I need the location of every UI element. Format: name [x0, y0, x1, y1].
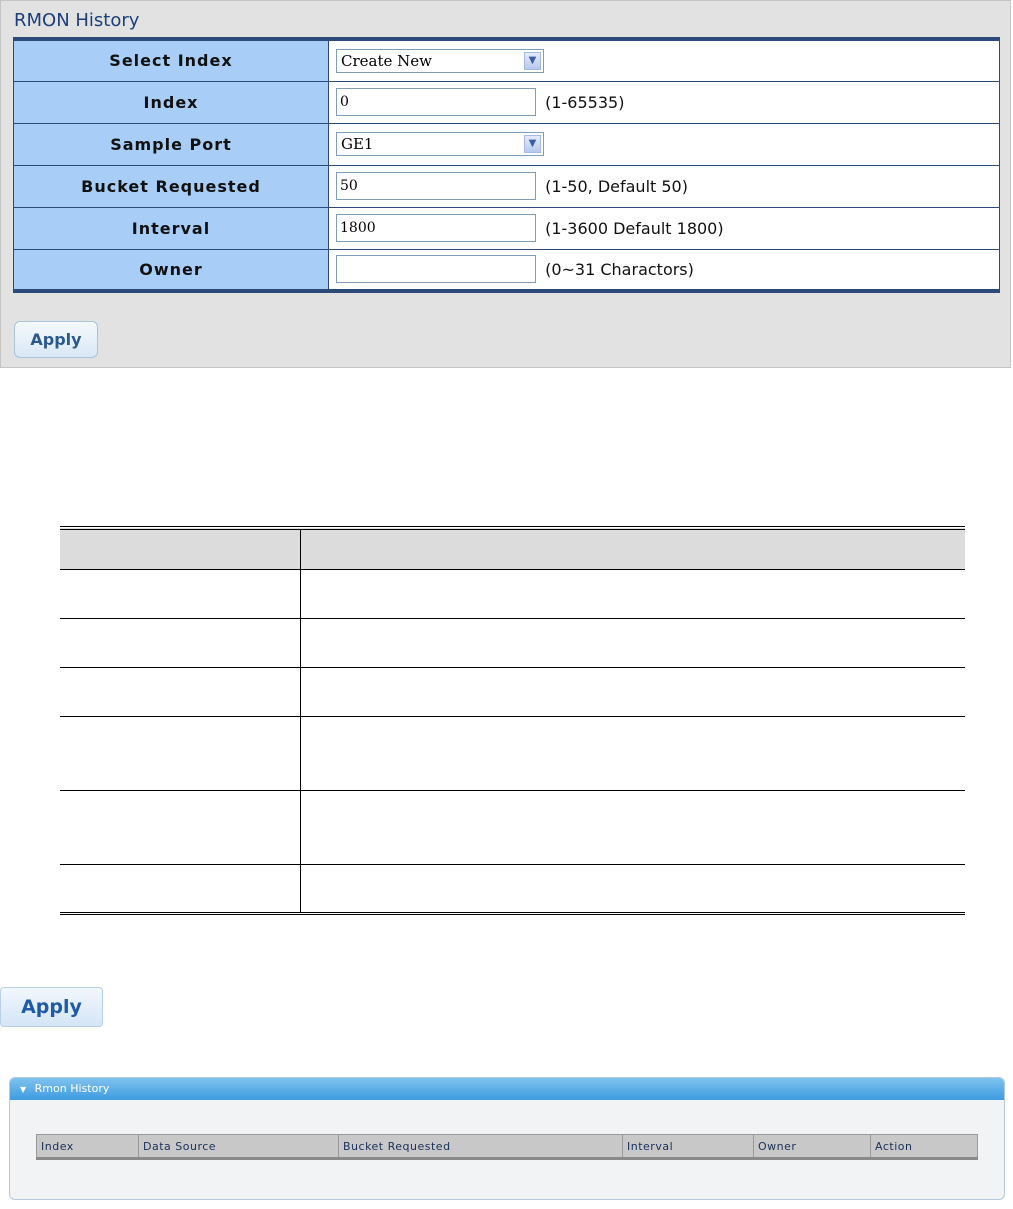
owner-label: Owner — [14, 249, 329, 291]
table-row — [60, 865, 965, 914]
rmon-history-form-panel — [0, 0, 1011, 368]
table-row — [60, 619, 965, 668]
owner-hint: (0~31 Charactors) — [545, 259, 694, 279]
select-index-dropdown[interactable] — [336, 49, 544, 73]
row-interval — [14, 207, 1000, 249]
interval-hint: (1-3600 Default 1800) — [545, 218, 724, 238]
apply-button-example[interactable]: Apply — [0, 987, 103, 1027]
owner-input[interactable] — [336, 255, 536, 283]
panel-title: RMON History — [14, 10, 140, 31]
rmon-history-list-table — [36, 1134, 978, 1160]
list-panel-header[interactable] — [10, 1078, 1004, 1100]
select-index-value: Create New — [341, 51, 432, 70]
column-header-index: Index — [37, 1135, 139, 1159]
chevron-down-icon[interactable]: ▼ — [524, 135, 541, 153]
collapse-triangle-icon[interactable]: ▼ — [20, 1085, 27, 1094]
column-header-data-source: Data Source — [139, 1135, 339, 1159]
description-table-header — [60, 528, 965, 570]
row-bucket-requested — [14, 165, 1000, 207]
description-table — [60, 526, 965, 915]
row-index — [14, 81, 1000, 123]
table-row — [60, 668, 965, 717]
index-hint: (1-65535) — [545, 92, 625, 112]
column-header-owner: Owner — [754, 1135, 871, 1159]
list-table-header-row — [37, 1135, 978, 1159]
interval-label: Interval — [14, 207, 329, 249]
table-row — [60, 717, 965, 791]
bucket-requested-label: Bucket Requested — [14, 165, 329, 207]
list-panel-title: Rmon History — [34, 1082, 110, 1095]
bucket-requested-input[interactable]: 50 — [336, 172, 536, 200]
row-select-index — [14, 39, 1000, 81]
sample-port-label: Sample Port — [14, 123, 329, 165]
row-sample-port — [14, 123, 1000, 165]
rmon-history-list-panel — [9, 1077, 1005, 1200]
index-label: Index — [14, 81, 329, 123]
sample-port-dropdown[interactable] — [336, 132, 544, 156]
header-cell-object — [60, 528, 301, 570]
chevron-down-icon[interactable]: ▼ — [524, 52, 541, 70]
row-owner — [14, 249, 1000, 291]
index-input[interactable]: 0 — [336, 88, 536, 116]
sample-port-value: GE1 — [341, 135, 374, 153]
interval-input[interactable]: 1800 — [336, 214, 536, 242]
bucket-requested-hint: (1-50, Default 50) — [545, 176, 688, 196]
header-cell-description — [301, 528, 966, 570]
column-header-action: Action — [871, 1135, 978, 1159]
apply-button[interactable]: Apply — [14, 321, 98, 358]
table-row — [60, 570, 965, 619]
rmon-history-form-table — [13, 37, 1000, 293]
column-header-bucket-requested: Bucket Requested — [339, 1135, 623, 1159]
column-header-interval: Interval — [623, 1135, 754, 1159]
select-index-label: Select Index — [14, 39, 329, 81]
table-row — [60, 791, 965, 865]
